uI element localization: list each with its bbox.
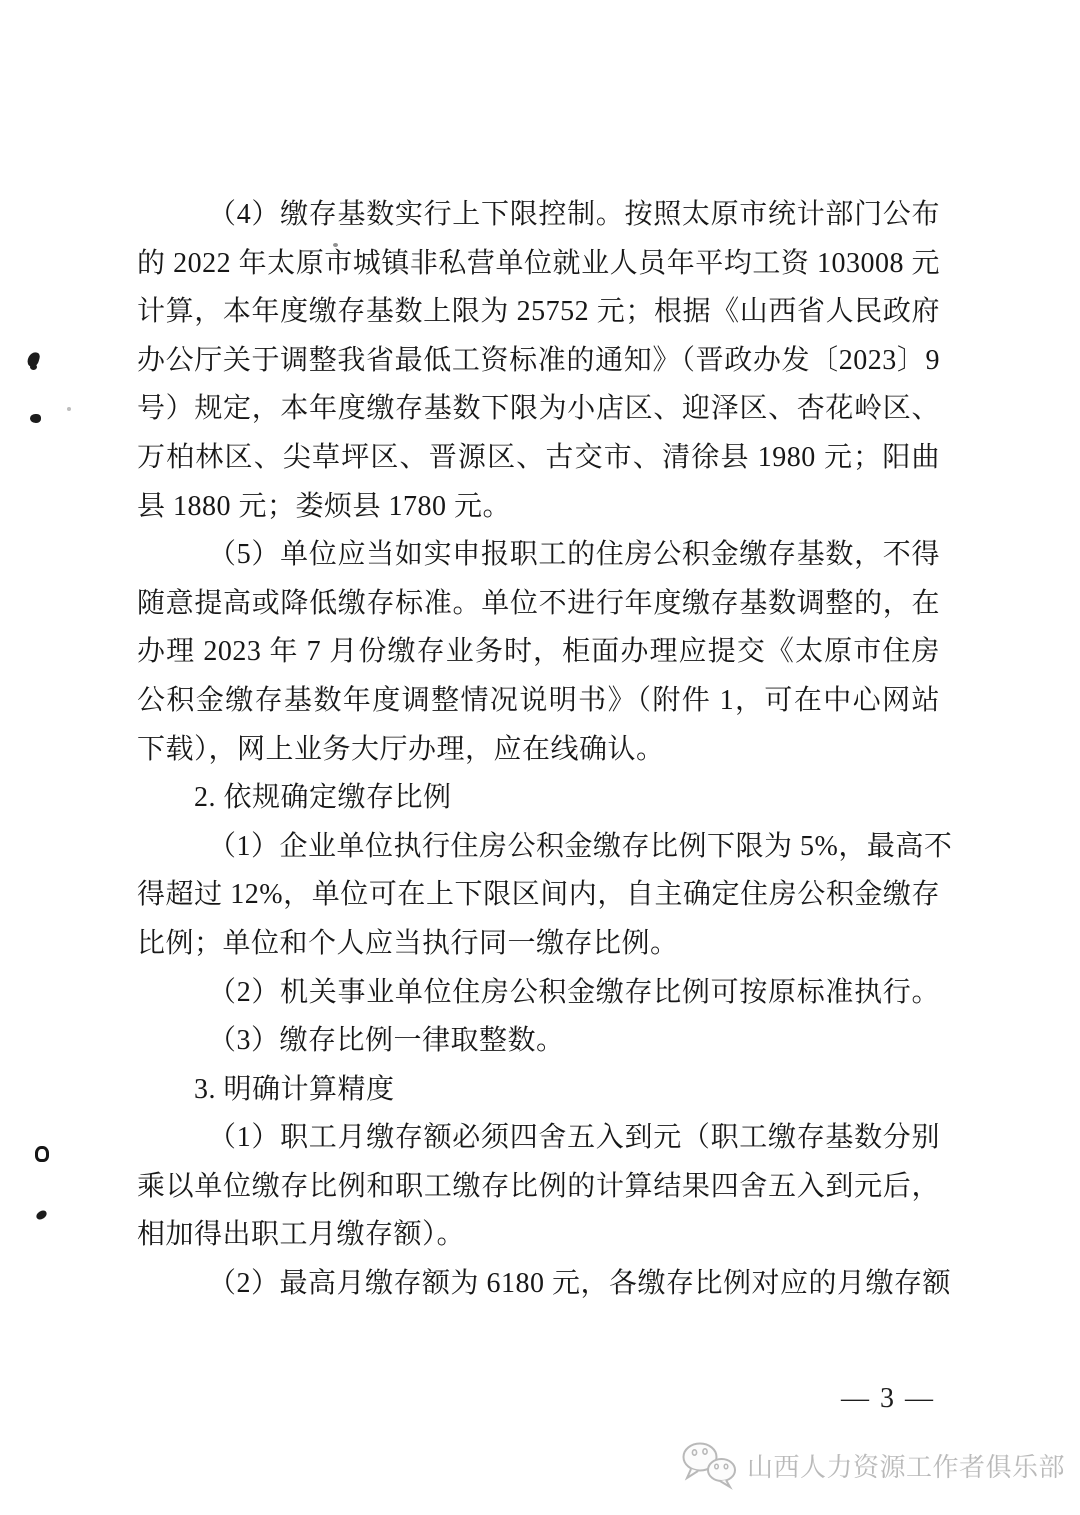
text-line: 县 1880 元；娄烦县 1780 元。 (137, 490, 512, 522)
text-line: 号）规定，本年度缴存基数下限为小店区、迎泽区、杏花岭区、 (137, 393, 940, 425)
wechat-icon (678, 1440, 742, 1490)
scan-speck (30, 414, 41, 423)
scan-speck (35, 1209, 48, 1220)
text-line: 相加得出职工月缴存额）。 (137, 1219, 466, 1251)
text-line: 随意提高或降低缴存标准。单位不进行年度缴存基数调整的，在 (137, 587, 940, 619)
text-line: （1）职工月缴存额必须四舍五入到元（职工缴存基数分别 (208, 1122, 940, 1154)
text-line: 办公厅关于调整我省最低工资标准的通知》（晋政办发〔2023〕9 (137, 344, 940, 376)
scan-speck (67, 407, 71, 411)
text-line: 得超过 12%，单位可在上下限区间内，自主确定住房公积金缴存 (137, 879, 940, 911)
text-line: 下载），网上业务大厅办理，应在线确认。 (137, 733, 665, 765)
text-line: 公积金缴存基数年度调整情况说明书》（附件 1，可在中心网站 (137, 684, 940, 716)
text-line: 计算，本年度缴存基数上限为 25752 元；根据《山西省人民政府 (137, 296, 940, 328)
text-line: （4）缴存基数实行上下限控制。按照太原市统计部门公布 (208, 199, 940, 230)
scan-speck (30, 364, 37, 370)
page-number: — 3 — (841, 1383, 935, 1414)
text-line: （1）企业单位执行住房公积金缴存比例下限为 5%，最高不 (208, 830, 953, 862)
text-line: （2）机关事业单位住房公积金缴存比例可按原标准执行。 (208, 976, 940, 1008)
watermark-text: 山西人力资源工作者俱乐部 (747, 1452, 1066, 1482)
text-line: （3）缴存比例一律取整数。 (208, 1025, 565, 1057)
scan-speck (333, 243, 338, 247)
text-line: 万柏林区、尖草坪区、晋源区、古交市、清徐县 1980 元；阳曲 (137, 441, 940, 473)
scan-speck (35, 1146, 49, 1162)
text-line: 的 2022 年太原市城镇非私营单位就业人员年平均工资 103008 元 (137, 247, 940, 279)
text-line: （5）单位应当如实申报职工的住房公积金缴存基数，不得 (208, 539, 940, 571)
text-line: 办理 2023 年 7 月份缴存业务时，柜面办理应提交《太原市住房 (137, 636, 940, 668)
document-body (137, 191, 953, 1309)
text-line: 3. 明确计算精度 (194, 1073, 395, 1105)
text-line: 乘以单位缴存比例和职工缴存比例的计算结果四舍五入到元后， (137, 1170, 940, 1202)
text-line: （2）最高月缴存额为 6180 元，各缴存比例对应的月缴存额 (208, 1268, 952, 1300)
text-line: 比例；单位和个人应当执行同一缴存比例。 (137, 927, 679, 959)
watermark (678, 1440, 1065, 1490)
text-line: 2. 依规确定缴存比例 (194, 782, 452, 814)
